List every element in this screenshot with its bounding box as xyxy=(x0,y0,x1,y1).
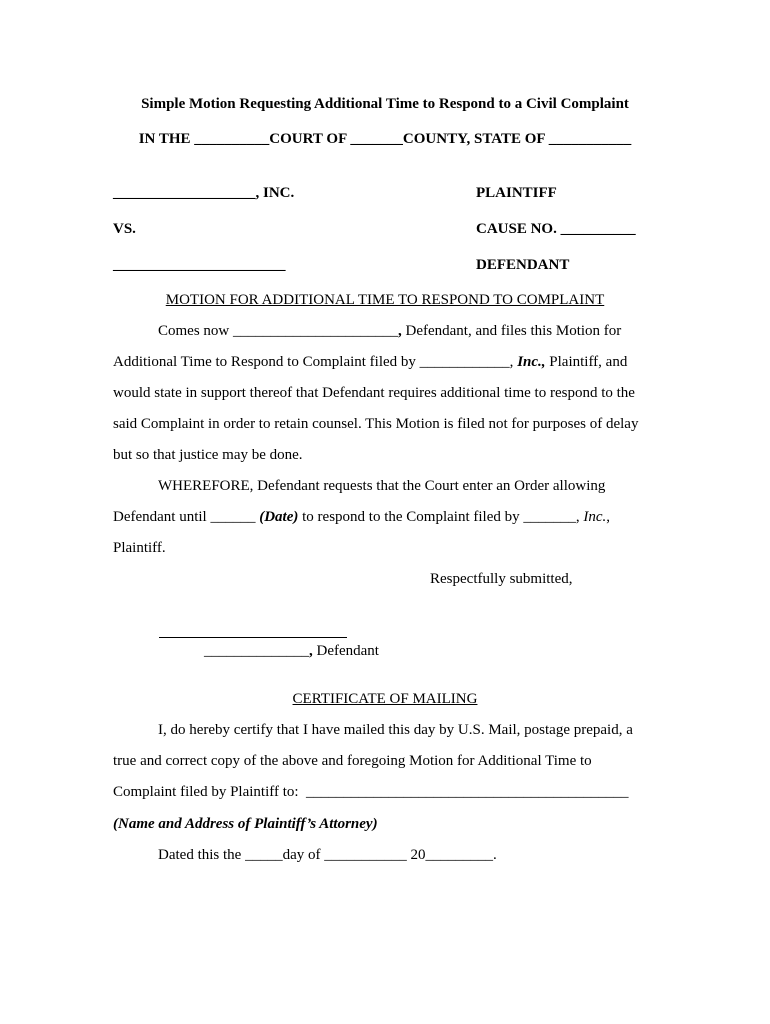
paragraph-1-line-4: said Complaint in order to retain counsel. This Motion is filed not for purposes of delay xyxy=(113,416,639,432)
document-title: Simple Motion Requesting Additional Time to Respond to a Civil Complaint xyxy=(141,96,629,112)
closing-text: Respectfully submitted, xyxy=(430,571,573,587)
paragraph-2-line-2: Defendant until ______ (Date) to respond to the Complaint filed by _______, Inc., xyxy=(113,509,611,525)
certificate-heading: CERTIFICATE OF MAILING xyxy=(292,691,478,707)
signature-line xyxy=(159,637,347,638)
court-line: IN THE __________COURT OF _______COUNTY, STATE OF ___________ xyxy=(138,131,632,147)
paragraph-1-line-5: but so that justice may be done. xyxy=(113,447,303,463)
defendant-name: _______________________ xyxy=(113,257,286,273)
paragraph-1-line-3: would state in support thereof that Defendant requires additional time to respond to the xyxy=(113,385,635,401)
dated-line: Dated this the _____day of ___________ 20_________. xyxy=(158,847,497,863)
certificate-line-2: true and correct copy of the above and foregoing Motion for Additional Time to xyxy=(113,753,592,769)
motion-heading: MOTION FOR ADDITIONAL TIME TO RESPOND TO COMPLAINT xyxy=(165,292,605,308)
certificate-line-1: I, do hereby certify that I have mailed this day by U.S. Mail, postage prepaid, a xyxy=(158,722,633,738)
paragraph-2-line-3: Plaintiff. xyxy=(113,540,166,556)
attorney-label: (Name and Address of Plaintiff’s Attorney) xyxy=(113,816,378,832)
defendant-label: DEFENDANT xyxy=(476,257,570,273)
versus-label: VS. xyxy=(113,221,136,237)
paragraph-2-line-1: WHEREFORE, Defendant requests that the Court enter an Order allowing xyxy=(158,478,606,494)
signature-caption: ______________, Defendant xyxy=(204,643,379,659)
paragraph-1-line-2: Additional Time to Respond to Complaint filed by ____________, Inc., Plaintiff, and xyxy=(113,354,628,370)
plaintiff-name: ___________________, INC. xyxy=(113,185,295,201)
paragraph-1-line-1: Comes now ______________________, Defendant, and files this Motion for xyxy=(158,323,622,339)
cause-number: CAUSE NO. __________ xyxy=(476,221,636,237)
certificate-line-3: Complaint filed by Plaintiff to: ___________________________________________ xyxy=(113,784,629,800)
plaintiff-label: PLAINTIFF xyxy=(476,185,557,201)
